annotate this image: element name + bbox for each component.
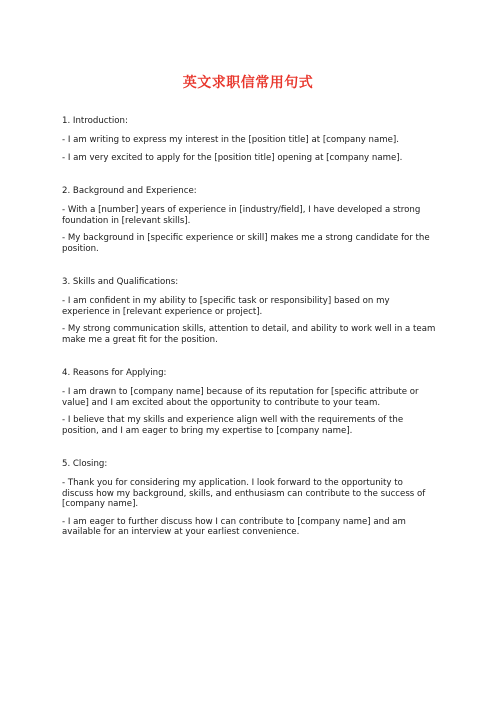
section-heading: 5. Closing: <box>62 459 108 469</box>
section-heading: 3. Skills and Qualifications: <box>62 277 179 287</box>
section-background-experience <box>62 186 436 254</box>
section-skills-qualifications <box>62 277 436 345</box>
paragraph: - I am eager to further discuss how I can contribute to [company name] and am available for an interview at your earliest convenience. <box>62 516 406 537</box>
paragraph: - I am very excited to apply for the [position title] opening at [company name]. <box>62 152 403 163</box>
document-body <box>62 116 436 561</box>
section-introduction <box>62 116 436 163</box>
paragraph: - I am writing to express my interest in the [position title] at [company name]. <box>62 135 399 145</box>
document-title: 英文求职信常用句式 <box>182 75 314 91</box>
section-heading: 1. Introduction: <box>62 116 128 126</box>
paragraph: - With a [number] years of experience in [industry/field], I have developed a strong foundation in [relevant skills]. <box>62 205 421 226</box>
paragraph: - My strong communication skills, attention to detail, and ability to work well in a team make me a great fit for the position. <box>62 324 436 345</box>
paragraph: - Thank you for considering my application. I look forward to the opportunity to discuss how my background, skills, and enthusiasm can contribute to the success of [company name]. <box>62 478 426 509</box>
paragraph: - My background in [specific experience or skill] makes me a strong candidate for the position. <box>62 233 430 254</box>
section-heading: 4. Reasons for Applying: <box>62 368 167 378</box>
paragraph: - I am drawn to [company name] because of its reputation for [specific attribute or value] and I am excited about the opportunity to contribute to your team. <box>62 387 419 408</box>
section-reasons-for-applying <box>62 368 436 436</box>
paragraph: - I believe that my skills and experience align well with the requirements of the position, and I am eager to bring my expertise to [company name]. <box>62 415 404 436</box>
section-closing <box>62 459 436 538</box>
paragraph: - I am confident in my ability to [specific task or responsibility] based on my experience in [relevant experience or project]. <box>62 296 390 317</box>
section-heading: 2. Background and Experience: <box>62 186 197 196</box>
